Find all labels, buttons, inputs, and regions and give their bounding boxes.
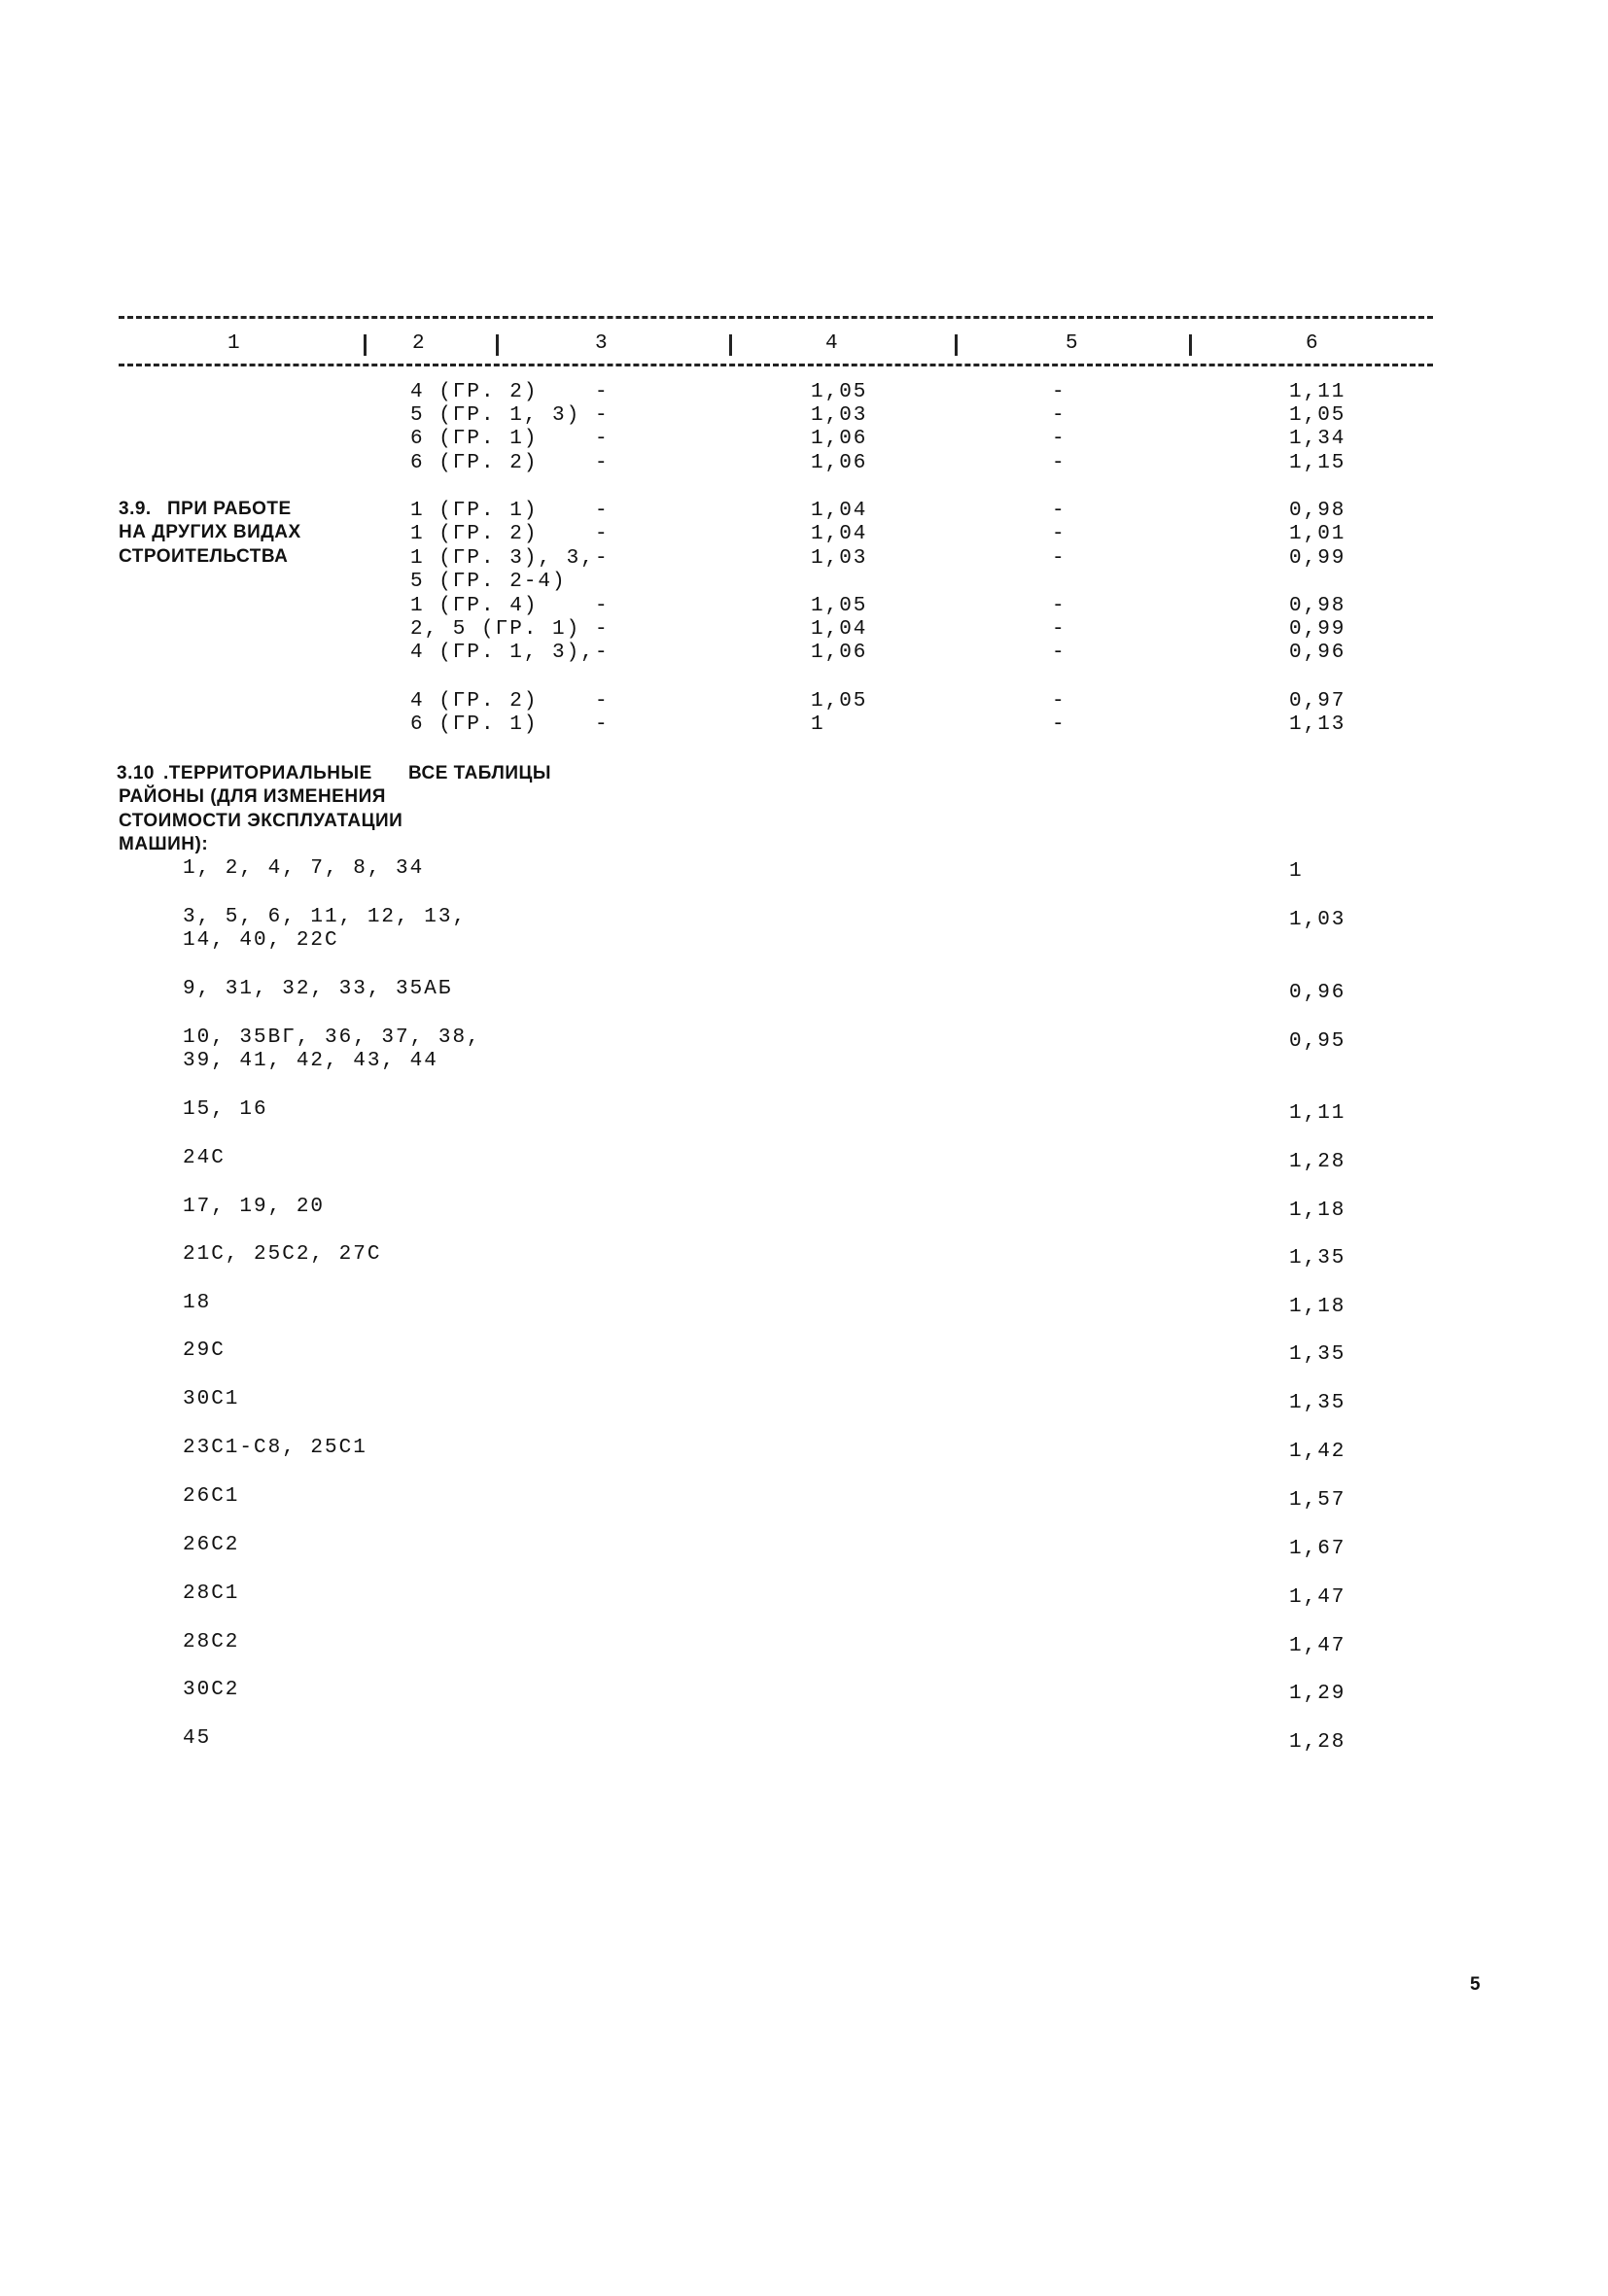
cell-col2: 6 (ГР. 1) [410,428,539,450]
cell-col2: 5 (ГР. 1, 3) [410,404,581,427]
column-separator [729,334,732,356]
region-list: 17, 19, 20 [183,1196,326,1218]
cell-col6: 0,99 [1289,618,1346,641]
cell-col4: 1,06 [811,452,868,474]
region-coefficient: 1,18 [1289,1200,1346,1222]
cell-col5: - [1052,690,1066,713]
section-3-10-title: СТОИМОСТИ ЭКСПЛУАТАЦИИ [119,811,403,831]
cell-col6: 0,99 [1289,547,1346,570]
cell-col3: - [595,713,610,736]
cell-col3: - [595,500,610,522]
cell-col2: 2, 5 (ГР. 1) [410,618,581,641]
region-coefficient: 1,47 [1289,1635,1346,1657]
cell-col6: 1,13 [1289,713,1346,736]
column-separator [496,334,499,356]
cell-col6: 0,97 [1289,690,1346,713]
cell-col5: - [1052,547,1066,570]
cell-col4: 1,06 [811,428,868,450]
column-header-6: 6 [1306,332,1320,355]
region-list: 30С2 [183,1679,240,1701]
cell-col3: - [595,523,610,545]
region-coefficient: 1,47 [1289,1586,1346,1609]
cell-col3: - [595,618,610,641]
region-coefficient: 0,95 [1289,1030,1346,1053]
region-list: 39, 41, 42, 43, 44 [183,1050,438,1072]
region-list: 24С [183,1147,226,1169]
cell-col2: 1 (ГР. 4) [410,595,539,617]
cell-col4: 1,04 [811,523,868,545]
region-list: 10, 35ВГ, 36, 37, 38, [183,1026,481,1049]
region-list: 15, 16 [183,1098,268,1121]
cell-col6: 0,98 [1289,595,1346,617]
cell-col4: 1,05 [811,595,868,617]
cell-col4: 1,05 [811,381,868,403]
section-3-10-title: МАШИН): [119,834,209,854]
cell-col6: 1,05 [1289,404,1346,427]
column-separator [955,334,958,356]
region-coefficient: 1,03 [1289,909,1346,931]
column-separator [1189,334,1192,356]
cell-col6: 1,11 [1289,381,1346,403]
cell-col6: 1,01 [1289,523,1346,545]
cell-col2: 4 (ГР. 2) [410,690,539,713]
section-3-10-title: .ТЕРРИТОРИАЛЬНЫЕ [163,763,372,783]
column-header-5: 5 [1066,332,1080,355]
region-list: 29С [183,1339,226,1362]
cell-col6: 0,98 [1289,500,1346,522]
cell-col3: - [595,595,610,617]
cell-col3: - [595,690,610,713]
region-coefficient: 1,18 [1289,1296,1346,1318]
cell-col5: - [1052,595,1066,617]
section-3-9-title: ПРИ РАБОТЕ [167,499,292,519]
header-bottom-rule [119,364,1433,366]
cell-col3: - [595,547,610,570]
cell-col4: 1 [811,713,825,736]
column-separator [364,334,367,356]
cell-col5: - [1052,428,1066,450]
section-3-10-title: РАЙОНЫ (ДЛЯ ИЗМЕНЕНИЯ [119,786,386,807]
region-coefficient: 1,35 [1289,1247,1346,1270]
region-list: 18 [183,1292,212,1314]
region-coefficient: 1,11 [1289,1102,1346,1125]
region-list: 1, 2, 4, 7, 8, 34 [183,857,425,880]
region-coefficient: 1 [1289,860,1304,883]
cell-col4: 1,04 [811,500,868,522]
header-top-rule [119,316,1433,319]
cell-col4: 1,03 [811,547,868,570]
cell-col4: 1,05 [811,690,868,713]
section-3-9-title: СТРОИТЕЛЬСТВА [119,546,289,567]
cell-col5: - [1052,452,1066,474]
cell-col6: 1,34 [1289,428,1346,450]
cell-col4: 1,03 [811,404,868,427]
cell-col4: 1,06 [811,642,868,664]
cell-col3: - [595,642,610,664]
region-list: 9, 31, 32, 33, 35АБ [183,978,453,1000]
cell-col2: 6 (ГР. 2) [410,452,539,474]
region-coefficient: 1,29 [1289,1683,1346,1705]
region-list: 28С1 [183,1583,240,1605]
page-number: 5 [1470,1974,1482,1995]
region-list: 21С, 25С2, 27С [183,1243,382,1266]
cell-col5: - [1052,404,1066,427]
cell-col6: 0,96 [1289,642,1346,664]
region-list: 26С1 [183,1485,240,1508]
cell-col2: 1 (ГР. 3), 3, [410,547,595,570]
region-coefficient: 1,57 [1289,1489,1346,1512]
region-coefficient: 1,28 [1289,1151,1346,1173]
cell-col2: 6 (ГР. 1) [410,713,539,736]
cell-col2: 5 (ГР. 2-4) [410,571,567,593]
cell-col3: - [595,428,610,450]
column-header-1: 1 [227,332,242,355]
cell-col3: - [595,452,610,474]
cell-col2: 4 (ГР. 1, 3), [410,642,595,664]
region-list: 28С2 [183,1631,240,1653]
region-list: 23С1-С8, 25С1 [183,1437,367,1459]
cell-col5: - [1052,381,1066,403]
region-list: 30С1 [183,1388,240,1410]
section-3-10-applies-to: ВСЕ ТАБЛИЦЫ [408,763,551,783]
region-coefficient: 1,28 [1289,1731,1346,1754]
cell-col3: - [595,404,610,427]
region-list: 3, 5, 6, 11, 12, 13, [183,906,468,928]
region-coefficient: 1,35 [1289,1343,1346,1366]
region-coefficient: 1,42 [1289,1441,1346,1463]
region-coefficient: 0,96 [1289,982,1346,1004]
region-coefficient: 1,67 [1289,1538,1346,1560]
cell-col2: 4 (ГР. 2) [410,381,539,403]
column-header-2: 2 [412,332,427,355]
cell-col6: 1,15 [1289,452,1346,474]
section-3-9-title: НА ДРУГИХ ВИДАХ [119,522,301,542]
region-list: 14, 40, 22С [183,929,339,952]
section-3-9-number: 3.9. [119,499,152,519]
section-3-10-number: 3.10 [117,763,155,783]
cell-col5: - [1052,500,1066,522]
column-header-3: 3 [595,332,610,355]
region-list: 45 [183,1727,212,1750]
cell-col2: 1 (ГР. 2) [410,523,539,545]
column-header-4: 4 [825,332,840,355]
region-coefficient: 1,35 [1289,1392,1346,1414]
region-list: 26С2 [183,1534,240,1556]
cell-col5: - [1052,618,1066,641]
cell-col5: - [1052,523,1066,545]
cell-col5: - [1052,642,1066,664]
cell-col4: 1,04 [811,618,868,641]
cell-col5: - [1052,713,1066,736]
cell-col3: - [595,381,610,403]
cell-col2: 1 (ГР. 1) [410,500,539,522]
